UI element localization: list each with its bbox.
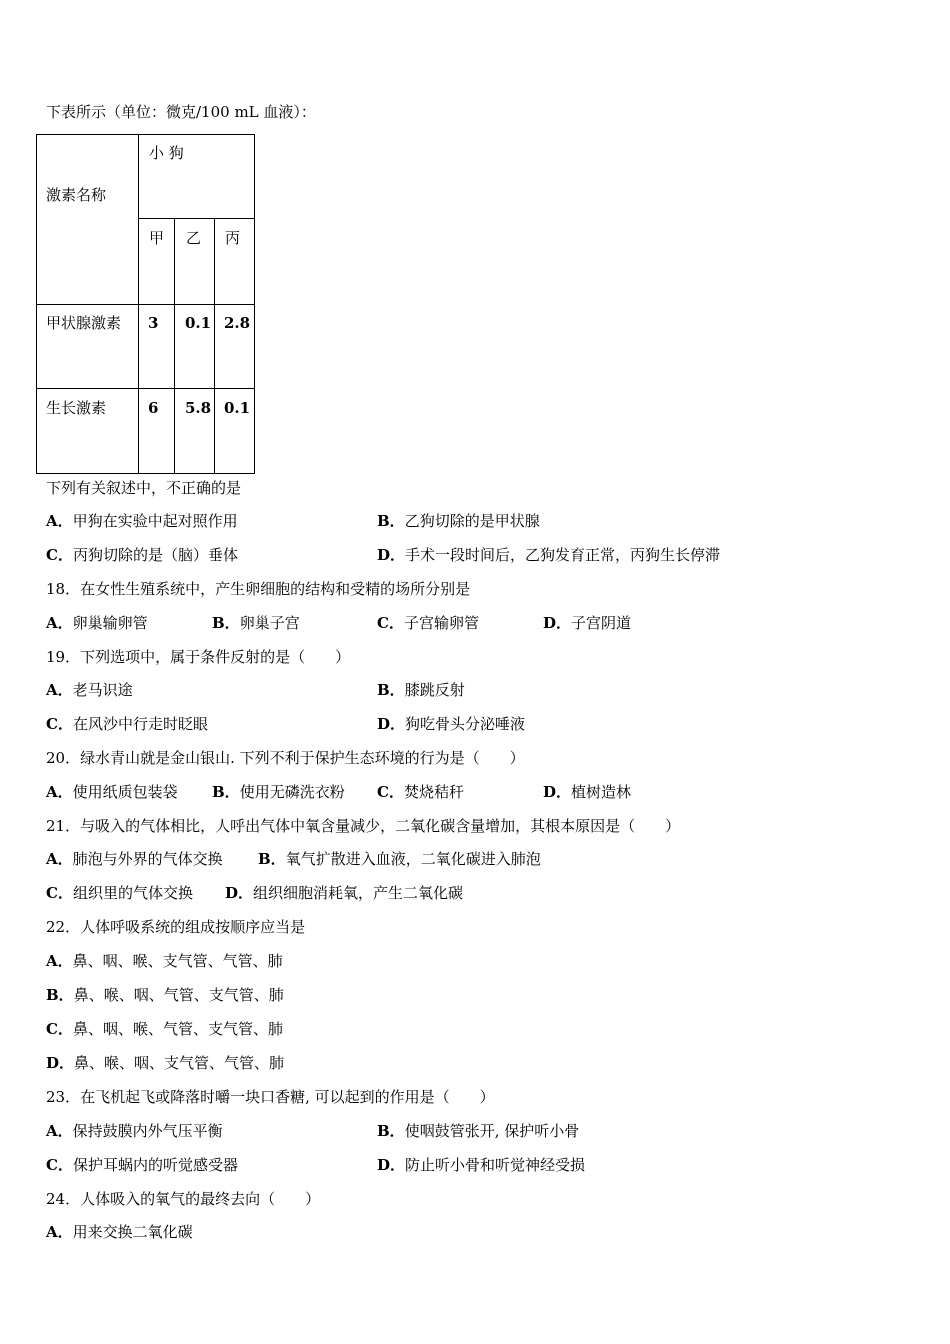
q23-option-a [46, 1121, 223, 1141]
cell-value: 6 [148, 399, 159, 417]
option-label: C． [46, 1156, 73, 1174]
option-text: 鼻、咽、喉、气管、支气管、肺 [72, 1020, 283, 1038]
q20-stem: 20．绿水青山就是金山银山. 下列不利于保护生态环境的行为是（ ） [46, 749, 525, 767]
hormone-table [36, 134, 255, 474]
q21-option-a [46, 849, 223, 869]
q23-option-b [377, 1121, 579, 1141]
option-text: 子宫输卵管 [403, 614, 479, 632]
option-text: 用来交换二氧化碳 [72, 1223, 193, 1241]
q22-option-a [46, 951, 283, 971]
option-label: A． [46, 1223, 73, 1241]
option-label: B． [377, 681, 405, 699]
q24-stem: 24．人体吸入的氧气的最终去向（ ） [46, 1190, 321, 1208]
option-label: B． [212, 614, 240, 632]
q20-option-b [212, 782, 345, 802]
option-label: D． [377, 715, 406, 733]
table-intro: 下表所示（单位：微克/100 mL 血液）： [46, 103, 316, 121]
option-label: D． [543, 783, 572, 801]
q18-option-d [543, 613, 631, 633]
option-label: D． [377, 1156, 406, 1174]
column-header-yi: 乙 [186, 229, 202, 247]
option-label: D． [46, 1054, 75, 1072]
option-label: C． [46, 884, 73, 902]
q22-option-b [46, 985, 284, 1005]
option-text: 鼻、咽、喉、支气管、气管、肺 [72, 952, 283, 970]
option-label: A． [46, 952, 73, 970]
table-divider-group [138, 218, 255, 219]
option-label: B． [377, 512, 405, 530]
option-text: 防止听小骨和听觉神经受损 [405, 1156, 586, 1174]
option-text: 鼻、喉、咽、气管、支气管、肺 [73, 986, 284, 1004]
q21-option-c [46, 883, 193, 903]
option-text: 植树造林 [571, 783, 632, 801]
row-header: 激素名称 [46, 186, 107, 204]
option-text: 卵巢子宫 [239, 614, 300, 632]
table-border-top [36, 134, 255, 135]
table-divider-col2 [214, 218, 215, 474]
option-label: C． [46, 715, 73, 733]
q19-option-d [377, 714, 525, 734]
cell-value: 3 [148, 314, 159, 332]
q18-option-b [212, 613, 300, 633]
cell-value: 0.1 [185, 314, 212, 332]
option-text: 狗吃骨头分泌唾液 [405, 715, 526, 733]
option-text: 鼻、喉、咽、支气管、气管、肺 [74, 1054, 285, 1072]
option-text: 手术一段时间后，乙狗发育正常，丙狗生长停滞 [405, 546, 721, 564]
option-label: D． [543, 614, 572, 632]
q23-option-d [377, 1155, 585, 1175]
option-label: C． [46, 546, 73, 564]
column-header-bing: 丙 [225, 229, 241, 247]
option-text: 子宫阴道 [571, 614, 632, 632]
option-text: 丙狗切除的是（脑）垂体 [72, 546, 238, 564]
option-label: D． [225, 884, 254, 902]
q17-option-b [377, 511, 540, 531]
row-name-growth: 生长激素 [46, 399, 107, 417]
q23-option-c [46, 1155, 238, 1175]
row-name-thyroid: 甲状腺激素 [46, 314, 122, 332]
option-label: A． [46, 783, 73, 801]
option-text: 使咽鼓管张开, 保护听小骨 [404, 1122, 580, 1140]
table-divider-row2 [36, 388, 255, 389]
option-text: 卵巢输卵管 [72, 614, 148, 632]
column-header-jia: 甲 [149, 229, 165, 247]
q22-option-c [46, 1019, 283, 1039]
cell-value: 5.8 [185, 399, 212, 417]
option-text: 组织里的气体交换 [72, 884, 193, 902]
q22-option-d [46, 1053, 284, 1073]
option-text: 肺泡与外界的气体交换 [72, 850, 223, 868]
option-text: 使用纸质包装袋 [72, 783, 178, 801]
q18-option-a [46, 613, 148, 633]
cell-value: 0.1 [224, 399, 251, 417]
option-label: B． [212, 783, 240, 801]
q19-stem: 19．下列选项中，属于条件反射的是（ ） [46, 648, 351, 666]
option-label: C． [46, 1020, 73, 1038]
option-label: A． [46, 614, 73, 632]
option-text: 乙狗切除的是甲状腺 [404, 512, 540, 530]
q19-option-a [46, 680, 133, 700]
table-border-bottom [36, 473, 255, 474]
q20-option-d [543, 782, 631, 802]
table-divider-col1 [174, 218, 175, 474]
option-text: 氧气扩散进入血液，二氧化碳进入肺泡 [285, 850, 541, 868]
q20-option-a [46, 782, 178, 802]
group-header: 小 狗 [149, 144, 184, 162]
q18-option-c [377, 613, 479, 633]
option-label: C． [377, 783, 404, 801]
option-label: B． [46, 986, 74, 1004]
option-label: D． [377, 546, 406, 564]
option-text: 在风沙中行走时眨眼 [72, 715, 208, 733]
table-divider-row1 [36, 304, 255, 305]
q17-option-a [46, 511, 238, 531]
option-text: 甲狗在实验中起对照作用 [72, 512, 238, 530]
option-text: 使用无磷洗衣粉 [239, 783, 345, 801]
q18-stem: 18．在女性生殖系统中，产生卵细胞的结构和受精的场所分别是 [46, 580, 471, 598]
option-text: 保护耳蜗内的听觉感受器 [72, 1156, 238, 1174]
cell-value: 2.8 [224, 314, 251, 332]
q21-option-b [258, 849, 541, 869]
q24-option-a [46, 1222, 193, 1242]
q19-option-c [46, 714, 208, 734]
q22-stem: 22．人体呼吸系统的组成按顺序应当是 [46, 918, 306, 936]
q20-option-c [377, 782, 464, 802]
option-label: B． [377, 1122, 405, 1140]
option-label: C． [377, 614, 404, 632]
option-label: A． [46, 681, 73, 699]
q21-stem: 21．与吸入的气体相比，人呼出气体中氧含量减少，二氧化碳含量增加，其根本原因是（ ） [46, 817, 681, 835]
option-label: A． [46, 850, 73, 868]
option-text: 膝跳反射 [404, 681, 465, 699]
option-text: 焚烧秸秆 [403, 783, 464, 801]
q21-option-d [225, 883, 463, 903]
q17-option-c [46, 545, 238, 565]
option-label: A． [46, 512, 73, 530]
option-label: B． [258, 850, 286, 868]
option-text: 老马识途 [72, 681, 133, 699]
q17-stem: 下列有关叙述中，不正确的是 [46, 479, 242, 497]
option-label: A． [46, 1122, 73, 1140]
option-text: 保持鼓膜内外气压平衡 [72, 1122, 223, 1140]
q19-option-b [377, 680, 465, 700]
q17-option-d [377, 545, 720, 565]
option-text: 组织细胞消耗氧，产生二氧化碳 [253, 884, 464, 902]
q23-stem: 23．在飞机起飞或降落时嚼一块口香糖, 可以起到的作用是（ ） [46, 1088, 495, 1106]
